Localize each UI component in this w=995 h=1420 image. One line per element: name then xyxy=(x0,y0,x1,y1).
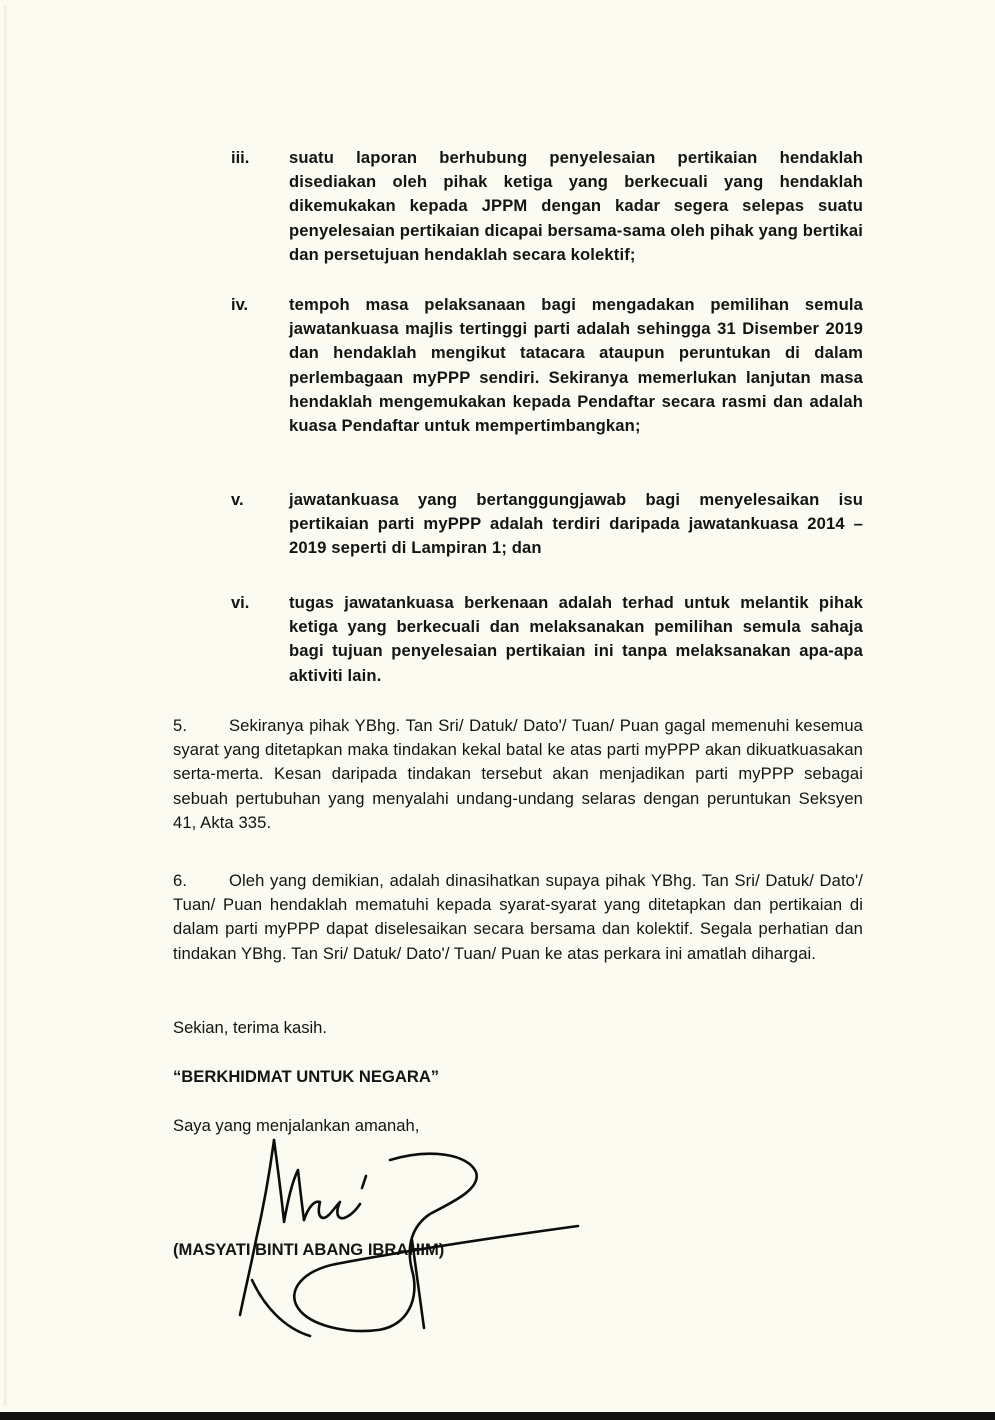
list-item-text: tugas jawatankuasa berkenaan adalah terhad untuk melantik pihak ketiga yang berkecuali dan melaksanakan pemilihan semula sahaja bagi tujuan penyelesaian pertikaian ini tanpa melaksanakan apa-apa aktiviti lain. xyxy=(289,593,863,685)
motto: “BERKHIDMAT UNTUK NEGARA” xyxy=(173,1067,440,1086)
paragraph-number: 6. xyxy=(173,871,188,890)
handwritten-signature xyxy=(200,1130,580,1340)
list-item-vi xyxy=(231,591,863,688)
list-item-text: suatu laporan berhubung penyelesaian pertikaian hendaklah disediakan oleh pihak ketiga yang berkecuali yang hendaklah dikemukakan kepada JPPM dengan kadar segera selepas suatu penyelesaian pertikaian dicapai bersama-sama oleh pihak yang bertikai dan persetujuan hendaklah secara kolektif; xyxy=(289,148,863,264)
list-item-text: jawatankuasa yang bertanggungjawab bagi menyelesaikan isu pertikaian parti myPPP adalah terdiri daripada jawatankuasa 2014 – 2019 seperti di Lampiran 1; dan xyxy=(289,490,863,558)
paragraph-number: 5. xyxy=(173,716,188,735)
paragraph-5 xyxy=(173,714,863,835)
list-item-number: iv. xyxy=(231,296,249,314)
signatory-name: (MASYATI BINTI ABANG IBRAHIM) xyxy=(173,1240,445,1259)
list-item-number: iii. xyxy=(231,149,250,167)
list-item-text: tempoh masa pelaksanaan bagi mengadakan pemilihan semula jawatankuasa majlis tertinggi parti adalah sehingga 31 Disember 2019 dan hendaklah mengikut tatacara ataupun peruntukan di dalam perlembagaan myPPP sendiri. Sekiranya memerlukan lanjutan masa hendaklah mengemukakan kepada Pendaftar secara rasmi dan adalah kuasa Pendaftar untuk mempertimbangkan; xyxy=(289,295,863,436)
list-item-number: vi. xyxy=(231,594,250,612)
closing-text: Sekian, terima kasih. xyxy=(173,1018,328,1037)
list-item-number: v. xyxy=(231,491,244,509)
list-item-iv xyxy=(231,293,863,438)
page-edge-shadow xyxy=(4,6,8,1406)
paragraph-6 xyxy=(173,869,863,966)
paragraph-text: Oleh yang demikian, adalah dinasihatkan supaya pihak YBhg. Tan Sri/ Datuk/ Dato'/ Tuan/ Puan hendaklah mematuhi kepada syarat-syarat yang ditetapkan dan pertikaian di dalam parti myPPP dapat diselesaikan secara bersama dan kolektif. Segala perhatian dan tindakan YBhg. Tan Sri/ Datuk/ Dato'/ Tuan/ Puan ke atas perkara ini amatlah dihargai. xyxy=(173,871,863,963)
list-item-iii xyxy=(231,146,863,267)
sign-intro: Saya yang menjalankan amanah, xyxy=(173,1116,420,1135)
bottom-border xyxy=(0,1412,995,1420)
paragraph-text: Sekiranya pihak YBhg. Tan Sri/ Datuk/ Dato'/ Tuan/ Puan gagal memenuhi kesemua syarat yang ditetapkan maka tindakan kekal batal ke atas parti myPPP akan dikuatkuasakan serta-merta. Kesan daripada tindakan tersebut akan menjadikan parti myPPP sebagai sebuah pertubuhan yang menyalahi undang-undang selaras dengan peruntukan Seksyen 41, Akta 335. xyxy=(173,716,863,832)
list-item-v xyxy=(231,488,863,561)
